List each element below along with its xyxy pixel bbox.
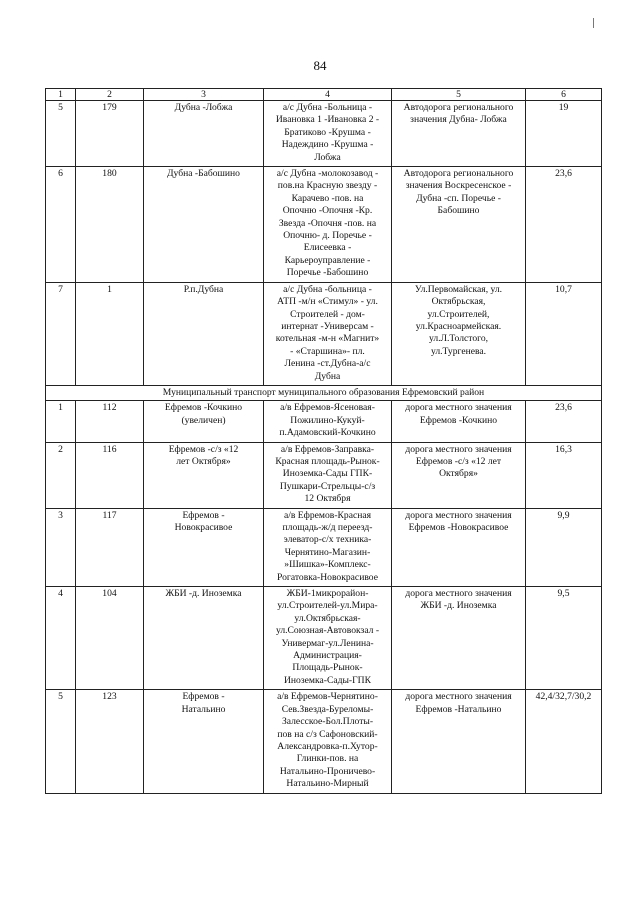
header-row [46,89,602,101]
route-name: Дубна -Бабошино [144,167,264,283]
route-number: 117 [76,508,144,586]
route-number: 123 [76,690,144,793]
header-cell: 5 [392,89,526,101]
road-name: дорога местного значения Ефремов -Новокрасивое [392,508,526,586]
row-number: 2 [46,442,76,508]
table-row [46,587,602,690]
route-path: а/с Дубна -молокозавод - пов.на Красную звезду - Карачево -пов. на Опочню -Опочня -Кр. Звезда -Опочня -пов. на Опочню- д. Поречье - Елисеевка - Карьероуправление - Поречье -Бабошино [264,167,392,283]
table-row [46,690,602,793]
route-length: 23,6 [526,401,602,442]
row-number: 5 [46,101,76,167]
header-cell: 1 [46,89,76,101]
table-body [46,89,602,794]
route-path: а/с Дубна -больница - АТП -м/н «Стимул» - ул. Строителей - дом- интернат -Универсам - котельная -м-н «Магнит» - «Старшина»- пл. Ленина -ст.Дубна-а/с Дубна [264,282,392,385]
header-cell: 4 [264,89,392,101]
table-row [46,508,602,586]
header-cell: 3 [144,89,264,101]
section-row [46,385,602,400]
route-length: 9,5 [526,587,602,690]
route-number: 116 [76,442,144,508]
road-name: дорога местного значения Ефремов -с/з «12 лет Октября» [392,442,526,508]
table-row [46,442,602,508]
route-length: 16,3 [526,442,602,508]
row-number: 7 [46,282,76,385]
table-row [46,282,602,385]
route-path: а/в Ефремов-Чернятино- Сев.Звезда-Буреломы- Залесское-Бол.Плоты- пов на с/з Сафоновский- Александровка-п.Хутор- Глинки-пов. на Натальино-Проничево- Натальино-Мирный [264,690,392,793]
route-path: а/в Ефремов-Заправка- Красная площадь-Рынок- Иноземка-Сады ГПК- Пушкари-Стрельцы-с/з 12 Октября [264,442,392,508]
row-number: 1 [46,401,76,442]
route-name: ЖБИ -д. Иноземка [144,587,264,690]
route-path: а/в Ефремов-Ясеновая- Пожилино-Кукуй- п.Адамовский-Кочкино [264,401,392,442]
table-row [46,101,602,167]
header-cell: 2 [76,89,144,101]
route-number: 112 [76,401,144,442]
route-name: Дубна -Лобжа [144,101,264,167]
route-length: 10,7 [526,282,602,385]
road-name: Ул.Первомайская, ул. Октябрьская, ул.Строителей, ул.Красноармейская. ул.Л.Толстого, ул.Тургенева. [392,282,526,385]
route-path: ЖБИ-1микрорайон- ул.Строителей-ул.Мира- ул.Октябрьская- ул.Союзная-Автовокзал - Универмаг-ул.Ленина- Администрация- Площадь-Рынок- Иноземка-Сады-ГПК [264,587,392,690]
road-name: Автодорога регионального значения Дубна- Лобжа [392,101,526,167]
route-name: Ефремов -с/з «12 лет Октября» [144,442,264,508]
table-row [46,401,602,442]
route-length: 9,9 [526,508,602,586]
route-number: 104 [76,587,144,690]
route-path: а/с Дубна -Больница - Ивановка 1 -Ивановка 2 - Братиково -Крушма - Надеждино -Крушма - Лобжа [264,101,392,167]
road-name: дорога местного значения ЖБИ -д. Иноземка [392,587,526,690]
route-number: 180 [76,167,144,283]
row-number: 4 [46,587,76,690]
table-row [46,167,602,283]
page-number: 84 [313,58,327,73]
route-length: 19 [526,101,602,167]
route-table [45,88,602,794]
route-name: Ефремов -Кочкино (увеличен) [144,401,264,442]
section-title: Муниципальный транспорт муниципального образования Ефремовский район [46,385,602,400]
row-number: 6 [46,167,76,283]
route-length: 42,4/32,7/30,2 [526,690,602,793]
route-number: 179 [76,101,144,167]
header-cell: 6 [526,89,602,101]
route-number: 1 [76,282,144,385]
route-name: Р.п.Дубна [144,282,264,385]
road-name: дорога местного значения Ефремов -Кочкино [392,401,526,442]
route-name: Ефремов - Натальино [144,690,264,793]
route-length: 23,6 [526,167,602,283]
road-name: Автодорога регионального значения Воскресенское - Дубна -сп. Поречье - Бабошино [392,167,526,283]
route-path: а/в Ефремов-Красная площадь-ж/д переезд- элеватор-с/х техника- Чернятино-Магазин- »Шишка»-Комплекс- Рогатовка-Новокрасивое [264,508,392,586]
row-number: 3 [46,508,76,586]
scan-mark [593,18,594,28]
route-name: Ефремов - Новокрасивое [144,508,264,586]
road-name: дорога местного значения Ефремов -Натальино [392,690,526,793]
row-number: 5 [46,690,76,793]
